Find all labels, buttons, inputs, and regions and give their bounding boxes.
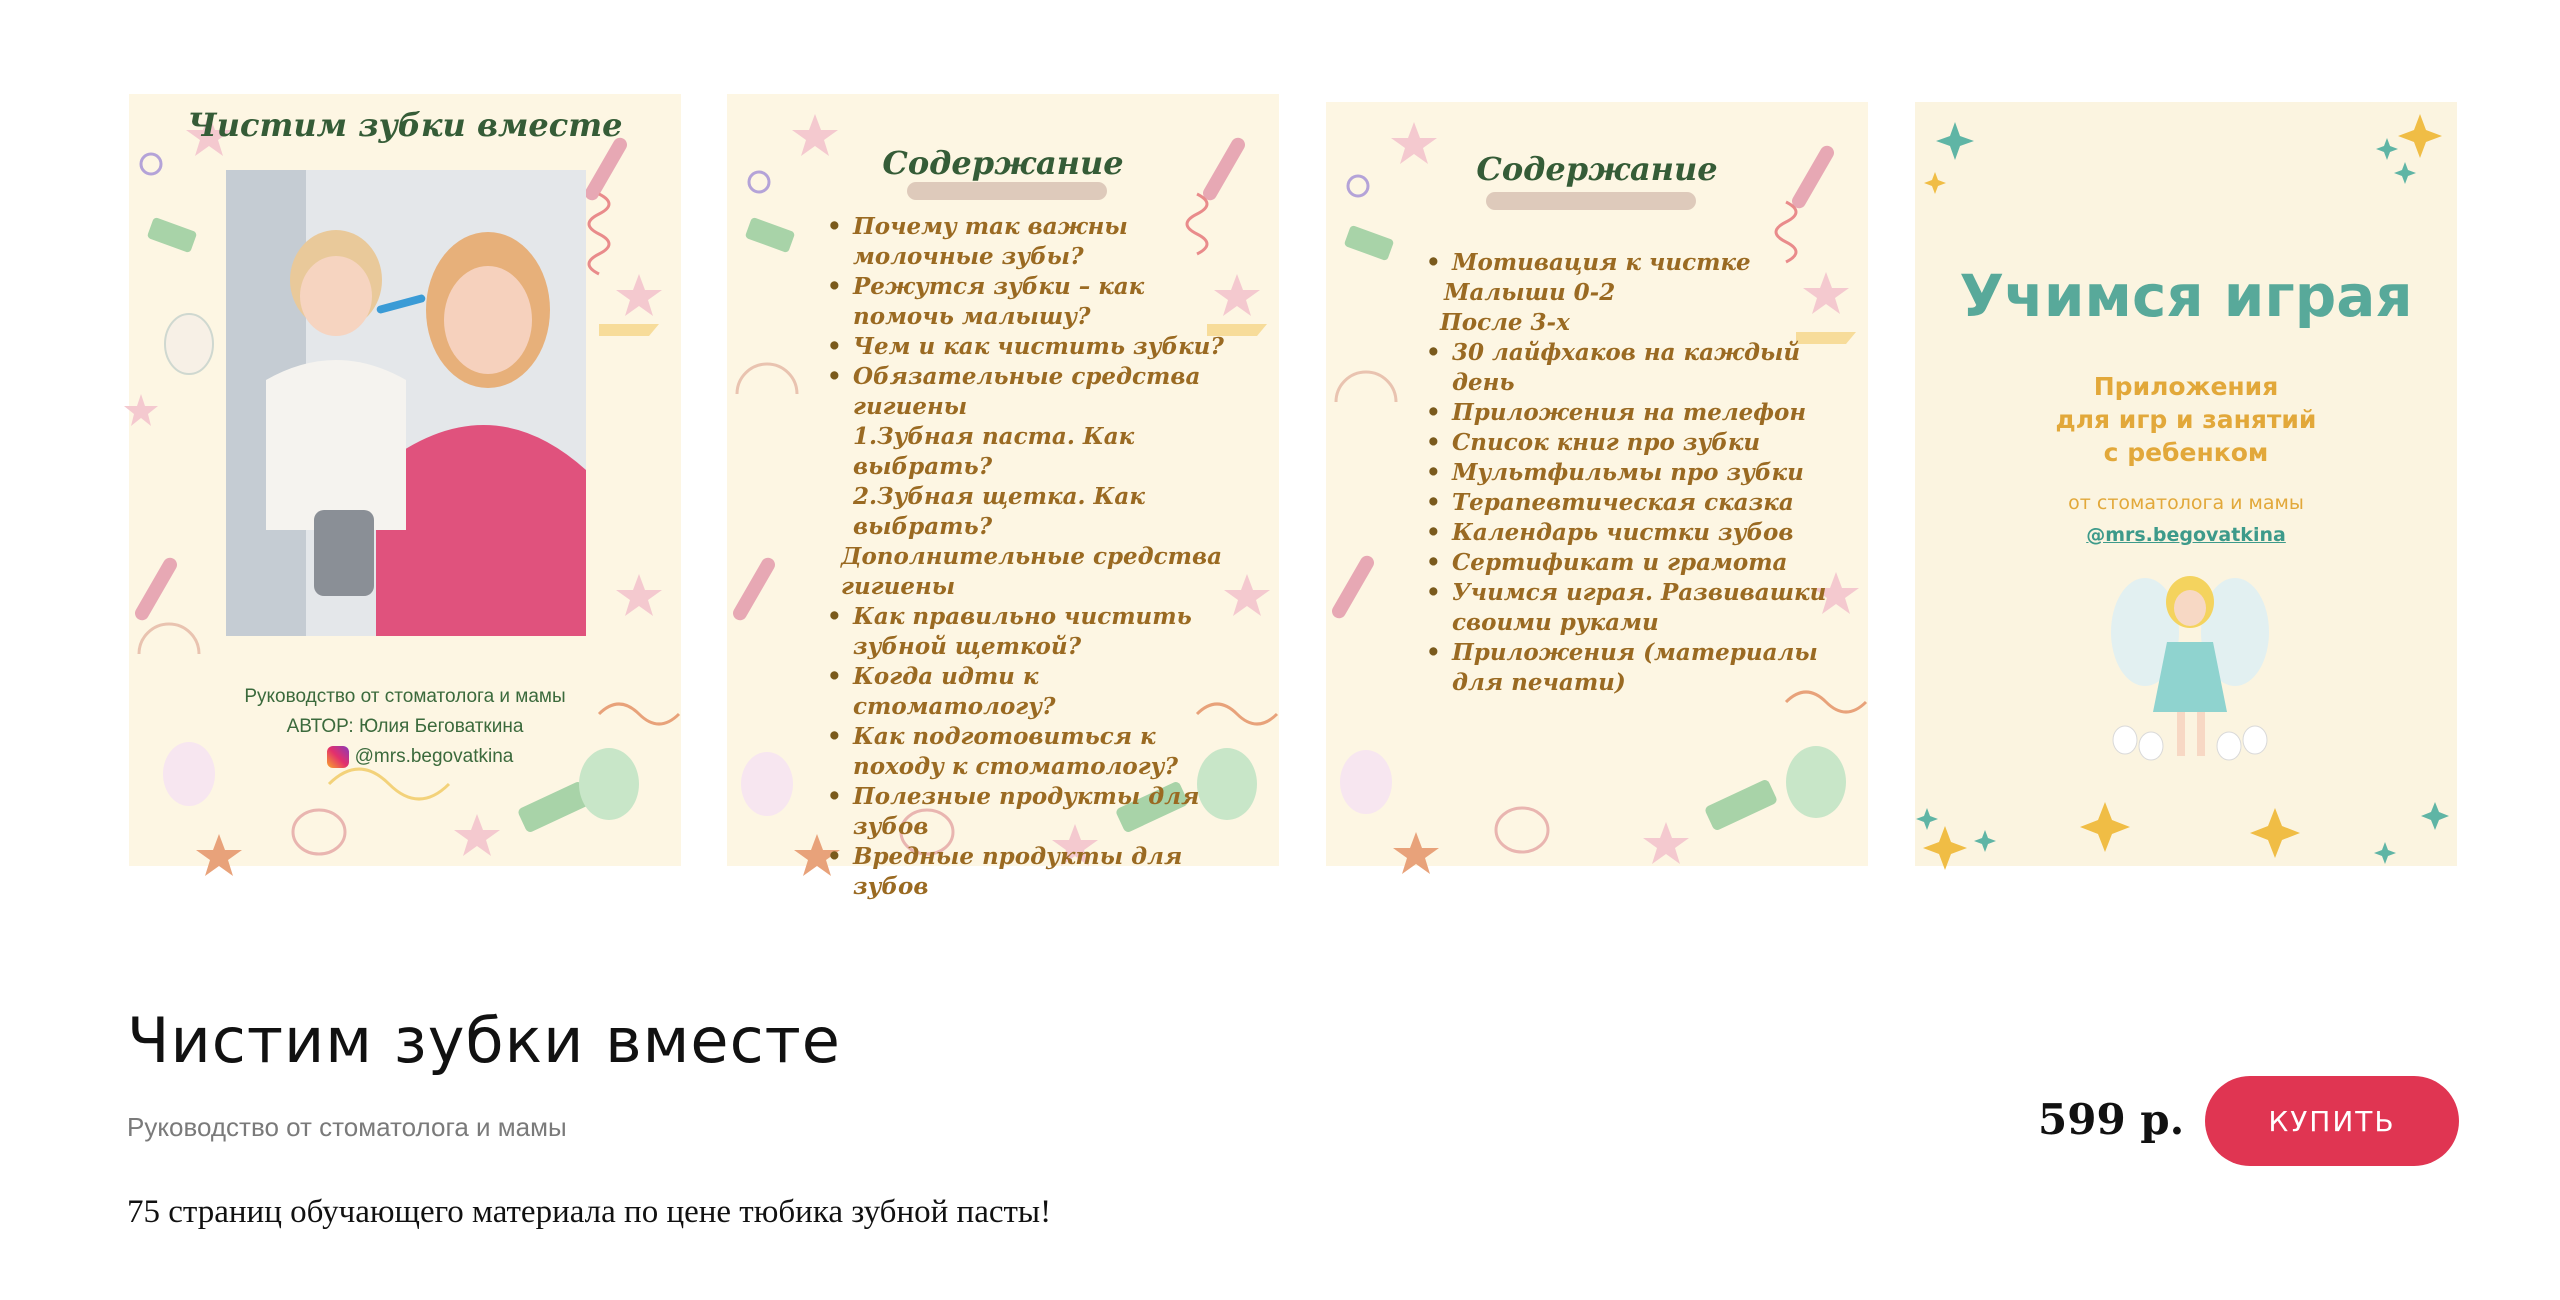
contents-title: Содержание [882, 144, 1124, 182]
contents-list [827, 212, 1237, 902]
list-item: • Почему так важны молочные зубы? [827, 212, 1237, 272]
cover-photo [226, 170, 586, 636]
list-item: • Как подготовиться к походу к стоматологу? [827, 722, 1237, 782]
list-item: После 3-х [1440, 309, 1570, 336]
list-item: • Приложения на телефон [1426, 398, 1836, 428]
tooth-fairy-illustration [2105, 562, 2275, 782]
buy-button[interactable]: КУПИТЬ [2205, 1076, 2459, 1166]
list-item: • Приложения (материалы для печати) [1426, 638, 1836, 698]
list-item: • Вредные продукты для зубов [827, 842, 1237, 902]
instagram-icon [327, 746, 349, 768]
list-item: • 30 лайфхаков на каждый день [1426, 338, 1836, 398]
list-item: • Когда идти к стоматологу? [827, 662, 1237, 722]
list-item: • Сертификат и грамота [1426, 548, 1836, 578]
cover-title: Чистим зубки вместе [187, 106, 623, 144]
list-item: • Мультфильмы про зубки [1426, 458, 1836, 488]
list-item: • Чем и как чистить зубки? [827, 332, 1237, 362]
cover-handle: @mrs.begovatkina [354, 746, 514, 768]
apps-title: Учимся играя [1959, 262, 2413, 330]
list-item: • Полезные продукты для зубов [827, 782, 1237, 842]
list-item: • Как правильно чистить зубной щеткой? [827, 602, 1237, 662]
contents-title: Содержание [1476, 150, 1718, 188]
apps-subtitle-1: Приложения [2093, 372, 2279, 401]
contents-list [1426, 248, 1836, 698]
list-item: 2.Зубная щетка. Как выбрать? [853, 483, 1145, 540]
product-title: Чистим зубки вместе [127, 1004, 841, 1077]
product-description: 75 страниц обучающего материала по цене тюбика зубной пасты! [127, 1194, 1052, 1230]
apps-subtitle-3: с ребенком [2103, 438, 2269, 467]
list-item: Малыши 0-2 [1444, 279, 1616, 306]
product-image-contents-2[interactable] [1326, 102, 1868, 866]
apps-subtitle-2: для игр и занятий [2055, 405, 2317, 434]
list-item: • Режутся зубки – как помочь малышу? [827, 272, 1237, 332]
product-image-cover[interactable] [129, 94, 681, 866]
product-price: 599 р. [2038, 1095, 2185, 1144]
list-item: 1.Зубная паста. Как выбрать? [853, 423, 1135, 480]
title-swash [907, 182, 1107, 200]
product-image-apps[interactable] [1915, 102, 2457, 866]
list-item: • Список книг про зубки [1426, 428, 1836, 458]
title-swash [1486, 192, 1696, 210]
list-item: • Учимся играя. Развивашки своими руками [1426, 578, 1836, 638]
list-item: Дополнительные средства гигиены [841, 543, 1223, 600]
product-subtitle: Руководство от стоматолога и мамы [127, 1112, 567, 1142]
list-item: • Обязательные средства гигиены [827, 362, 1237, 422]
apps-handle: @mrs.begovatkina [2086, 524, 2286, 546]
product-image-contents-1[interactable] [727, 94, 1279, 900]
cover-subtitle: Руководство от стоматолога и мамы [244, 686, 566, 707]
cover-author: АВТОР: Юлия Беговаткина [286, 716, 524, 737]
list-item: • Терапевтическая сказка [1426, 488, 1836, 518]
list-item: • Календарь чистки зубов [1426, 518, 1836, 548]
apps-author: от стоматолога и мамы [2068, 492, 2304, 514]
list-item: • Мотивация к чистке [1426, 248, 1836, 278]
